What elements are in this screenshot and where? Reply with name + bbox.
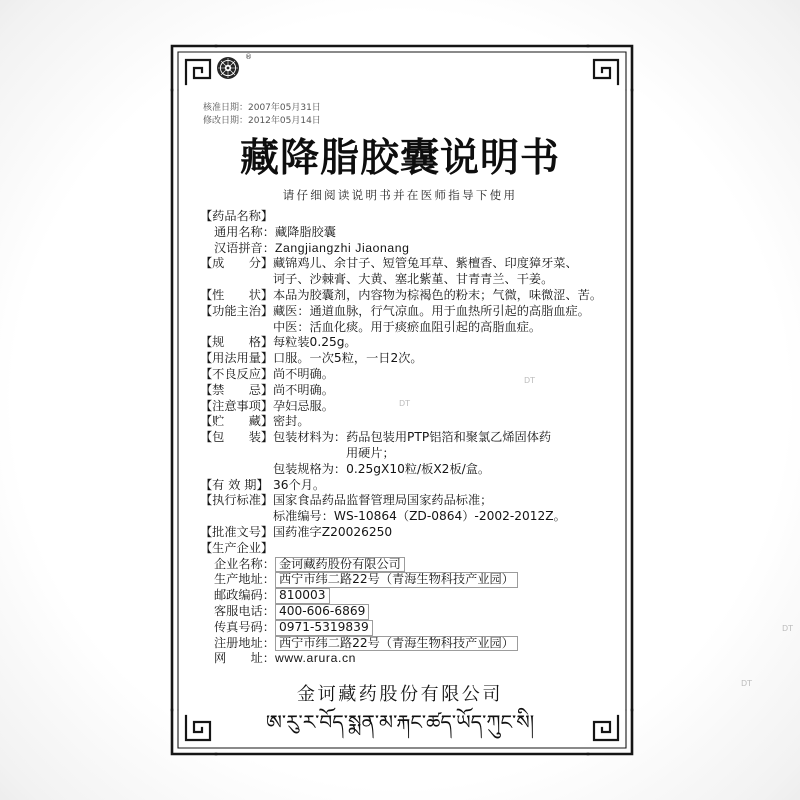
- section-text: 尚不明确。: [273, 382, 334, 397]
- field-value: Zangjiangzhi Jiaonang: [275, 240, 410, 255]
- watermark: DT: [741, 679, 753, 688]
- section-label: 【生产企业】: [200, 540, 274, 555]
- section-dosage: [200, 351, 620, 367]
- watermark: DT: [524, 376, 536, 385]
- section-ingredients-continued: [200, 272, 620, 288]
- field-value: www.arura.cn: [275, 651, 357, 666]
- revision-date: 修改日期：2012年05月14日: [203, 116, 321, 126]
- section-specification: [200, 335, 620, 351]
- section-text: 藏锦鸡儿、余甘子、短管兔耳草、紫檀香、印度獐牙菜、: [273, 256, 578, 271]
- section-text: 密封。: [273, 414, 310, 429]
- section-label: 【批准文号】: [200, 524, 274, 539]
- field-label: 网 址：: [214, 651, 275, 666]
- section-shelf-life: [200, 478, 620, 494]
- field-value: 金诃藏药股份有限公司: [275, 557, 405, 573]
- manufacturer-row-company: [200, 557, 620, 573]
- field-label: 客服电话：: [214, 603, 275, 618]
- section-indications: [200, 304, 620, 320]
- field-value: 0971-5319839: [275, 620, 373, 636]
- instruction-body: [200, 209, 620, 667]
- corner-ornament-top-right: [588, 46, 632, 90]
- section-text: 标准编号：WS-10864（ZD-0864）-2002-2012Z。: [273, 509, 566, 524]
- section-label: 【规 格】: [200, 335, 274, 350]
- section-label: 【有 效 期】: [200, 477, 269, 492]
- section-text: 国药准字Z20026250: [273, 524, 393, 539]
- section-text: 口服。一次5粒，一日2次。: [273, 351, 423, 366]
- section-text: 用硬片；: [346, 445, 395, 460]
- section-label: 【贮 藏】: [200, 414, 274, 429]
- manufacturer-row-website: [200, 651, 620, 667]
- section-text: 孕妇忌服。: [273, 398, 334, 413]
- watermark: DT: [399, 399, 411, 408]
- watermark: DT: [782, 624, 794, 633]
- section-label: 【不良反应】: [200, 366, 274, 381]
- section-label: 【注意事项】: [200, 398, 274, 413]
- field-label: 注册地址：: [214, 635, 275, 650]
- registered-mark: ®: [245, 53, 252, 61]
- field-value: 西宁市纬二路22号（青海生物科技产业园）: [275, 636, 518, 652]
- section-text: 诃子、沙棘膏、大黄、塞北紫堇、甘青青兰、干姜。: [273, 272, 554, 287]
- manufacturer-row-fax: [200, 620, 620, 636]
- section-text: 包装规格为：0.25gX10粒/板X2板/盒。: [273, 461, 491, 476]
- document-title: 藏降脂胶囊说明书: [239, 136, 560, 181]
- pinyin-row: [200, 241, 620, 257]
- field-value: 810003: [275, 588, 330, 604]
- field-label: 通用名称：: [214, 224, 275, 239]
- field-value: 400-606-6869: [275, 604, 369, 620]
- section-standard: [200, 493, 620, 509]
- section-packaging-wrap: [200, 446, 620, 462]
- section-label: 【包 装】: [200, 430, 274, 445]
- section-label: 【功能主治】: [200, 303, 274, 318]
- field-label: 汉语拼音：: [214, 240, 275, 255]
- manufacturer-row-service-phone: [200, 604, 620, 620]
- section-description: [200, 288, 620, 304]
- section-packaging-spec: [200, 462, 620, 478]
- section-indications-continued: [200, 320, 620, 336]
- section-standard-number: [200, 509, 620, 525]
- section-contraindications: [200, 383, 620, 399]
- section-text: 尚不明确。: [273, 366, 334, 381]
- section-label: 【用法用量】: [200, 351, 274, 366]
- section-approval-number: [200, 525, 620, 541]
- section-packaging: [200, 430, 620, 446]
- footer-company-name-tibetan: ཨ་རུ་ར་བོད་སྨན་མ་རྐང་ཚད་ཡོད་ཀུང་སི།: [265, 710, 535, 734]
- section-text: 本品为胶囊剂，内容物为棕褐色的粉末；气微，味微涩、苦。: [273, 287, 603, 302]
- corner-ornament-top-left: [172, 46, 216, 90]
- section-label: 【禁 忌】: [200, 382, 274, 397]
- field-value: 西宁市纬二路22号（青海生物科技产业园）: [275, 572, 518, 588]
- section-label: 【执行标准】: [200, 493, 274, 508]
- section-label: 【性 状】: [200, 287, 274, 302]
- section-label: 【药品名称】: [200, 209, 274, 223]
- company-emblem-icon: [215, 55, 241, 81]
- section-text: 中医：活血化痰。用于痰瘀血阻引起的高脂血症。: [273, 319, 542, 334]
- section-drug-name: [200, 209, 620, 225]
- manufacturer-row-production-address: [200, 572, 620, 588]
- section-manufacturer: [200, 541, 620, 557]
- section-text: 藏医：通道血脉，行气凉血。用于血热所引起的高脂血症。: [273, 303, 590, 318]
- section-text: 国家食品药品监督管理局国家药品标准；: [273, 493, 493, 508]
- section-label: 【成 分】: [200, 256, 274, 271]
- section-storage: [200, 414, 620, 430]
- corner-spiral: [594, 60, 618, 84]
- field-label: 传真号码：: [214, 619, 275, 634]
- company-logo: [215, 55, 259, 85]
- section-text: 包装材料为：药品包装用PTP铝箔和聚氯乙烯固体药: [273, 430, 552, 445]
- field-label: 企业名称：: [214, 556, 275, 571]
- section-adverse-reactions: [200, 367, 620, 383]
- section-text: 每粒装0.25g。: [273, 335, 357, 350]
- field-label: 邮政编码：: [214, 588, 275, 603]
- field-value: 藏降脂胶囊: [275, 224, 336, 239]
- manufacturer-row-registered-address: [200, 636, 620, 652]
- document-subtitle: 请仔细阅读说明书并在医师指导下使用: [282, 188, 518, 202]
- footer-company-name: 金诃藏药股份有限公司: [297, 684, 503, 705]
- common-name-row: [200, 225, 620, 241]
- manufacturer-row-postcode: [200, 588, 620, 604]
- corner-spiral: [186, 60, 210, 84]
- section-text: 36个月。: [273, 477, 326, 492]
- approval-date: 核准日期：2007年05月31日: [203, 103, 321, 113]
- section-ingredients: [200, 256, 620, 272]
- field-label: 生产地址：: [214, 572, 275, 587]
